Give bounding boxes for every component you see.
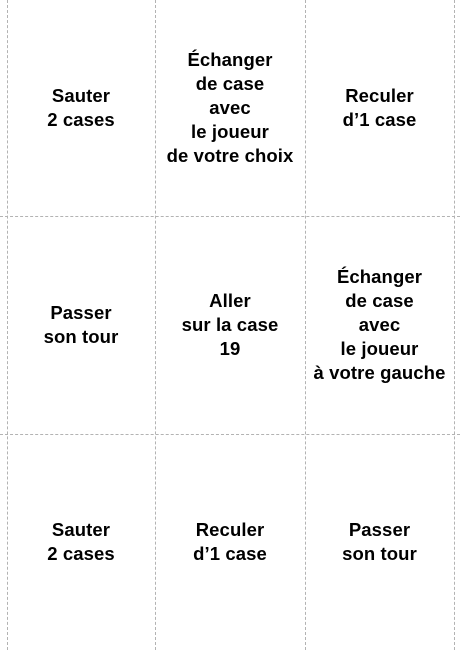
game-card xyxy=(305,434,454,650)
game-card xyxy=(155,216,305,434)
card-instruction: Reculer d’1 case xyxy=(342,85,417,130)
card-instruction: Passer son tour xyxy=(43,302,119,347)
card-instruction: Sauter 2 cases xyxy=(47,519,115,564)
card-instruction: Sauter 2 cases xyxy=(47,85,115,130)
game-card xyxy=(305,0,454,216)
card-instruction: Passer son tour xyxy=(342,519,417,564)
game-card xyxy=(7,0,155,216)
game-card xyxy=(7,216,155,434)
game-card xyxy=(155,0,305,216)
game-card xyxy=(305,216,454,434)
card-instruction: Échanger de case avec le joueur de votre choix xyxy=(166,49,294,166)
card-instruction: Reculer d’1 case xyxy=(193,519,267,564)
vertical-cut-line xyxy=(454,0,455,650)
game-card xyxy=(155,434,305,650)
card-instruction: Aller sur la case 19 xyxy=(181,290,279,359)
card-instruction: Échanger de case avec le joueur à votre gauche xyxy=(313,266,446,383)
game-card xyxy=(7,434,155,650)
